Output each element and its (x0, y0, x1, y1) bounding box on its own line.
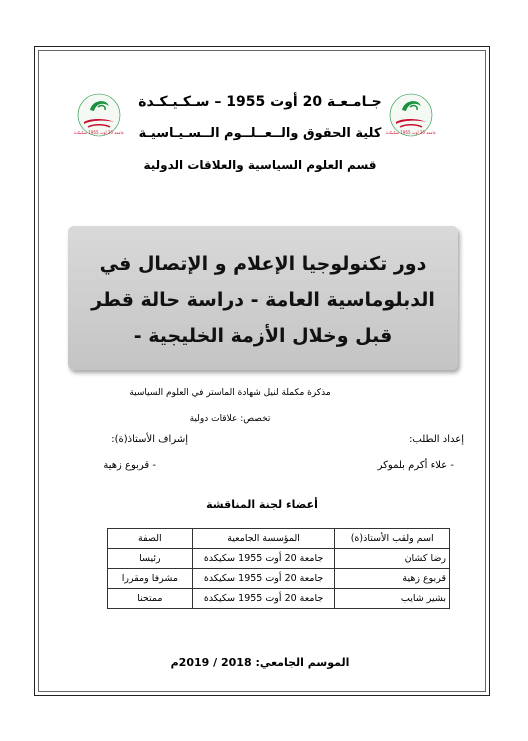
header-institution: المؤسسة الجامعية (192, 529, 335, 549)
member-name: بشير شايب (335, 589, 450, 609)
member-role: رئيسا (108, 549, 193, 569)
table-row (108, 569, 450, 589)
header-name: اسم ولقب الأستاذ(ة) (335, 529, 450, 549)
logo-right-text: جامعة 20 أوت 1955 سكيكدة (385, 130, 437, 135)
member-role: ممتحنا (108, 589, 193, 609)
table-row (108, 549, 450, 569)
member-name: رضا كشان (335, 549, 450, 569)
table-row (108, 589, 450, 609)
member-role: مشرفا ومقررا (108, 569, 193, 589)
university-logo-left (73, 92, 125, 138)
member-institution: جامعة 20 أوت 1955 سكيكدة (192, 589, 335, 609)
committee-heading: أعضاء لجنة المناقشة (206, 498, 318, 511)
thesis-title-line-2: الدبلوماسية العامة - دراسة حالة قطر (91, 289, 435, 311)
university-logo-right (385, 92, 437, 138)
prepared-by-label: إعداد الطلب: (409, 434, 464, 445)
logo-left-text: جامعة 20 أوت 1955 سكيكدة (73, 130, 125, 135)
thesis-note: مذكرة مكملة لنيل شهادة الماستر في العلوم السياسية (129, 388, 331, 398)
member-institution: جامعة 20 أوت 1955 سكيكدة (192, 569, 335, 589)
supervisor-label: إشراف الأستاذ(ة): (111, 434, 188, 445)
student-name: - علاء أكرم بلموكر (377, 460, 454, 471)
university-name: جـامـعـة 20 أوت 1955 – سـكـيـكـدة (138, 94, 382, 110)
department-name: قسم العلوم السياسية والعلاقات الدولية (143, 158, 377, 172)
committee-table-header (108, 529, 450, 549)
member-institution: جامعة 20 أوت 1955 سكيكدة (192, 549, 335, 569)
member-name: قربوع زهية (335, 569, 450, 589)
academic-year: الموسم الجامعي: 2018 / 2019م (170, 656, 350, 669)
thesis-title-line-3: قبل وخلال الأزمة الخليجية - (133, 325, 393, 347)
header-role: الصفة (108, 529, 193, 549)
thesis-title-line-1: دور تكنولوجيا الإعلام و الإتصال في (99, 253, 427, 275)
committee-table (107, 528, 450, 609)
supervisor-name: - قربوع زهية (103, 460, 156, 471)
thesis-title-box (68, 226, 458, 370)
faculty-name: كلية الحقوق والــعــلــوم الــسـيـاسيـة (138, 126, 382, 141)
specialization: تخصص: علاقات دولية (189, 414, 271, 424)
